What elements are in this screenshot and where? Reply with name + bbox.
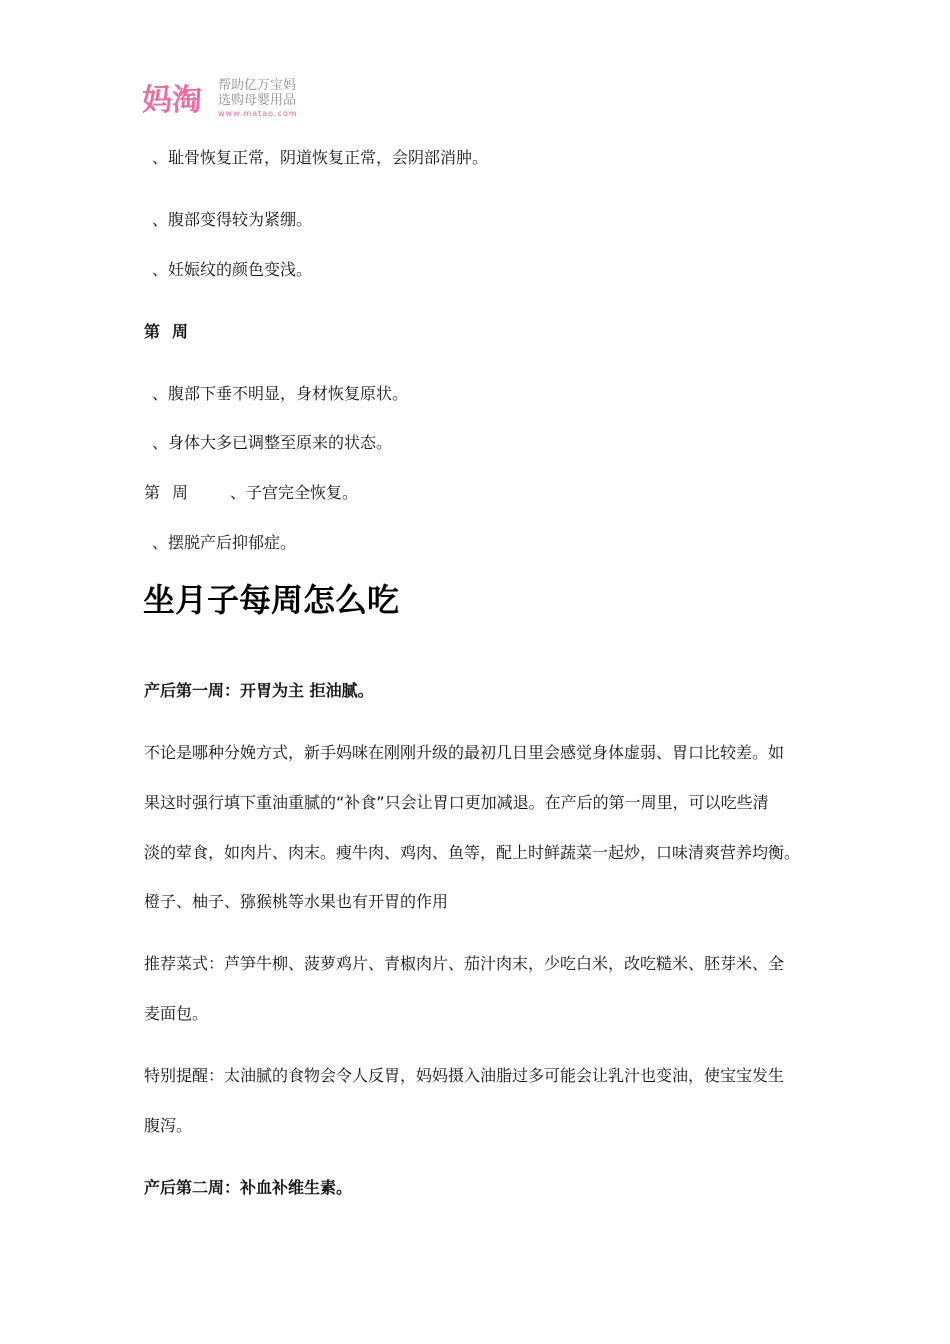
logo-tagline-line-2: 选购母婴用品 <box>218 93 297 108</box>
week1-recommend-line-1: 推荐菜式：芦笋牛柳、菠萝鸡片、青椒肉片、茄汁肉末，少吃白米，改吃糙米、胚芽米、全 <box>144 954 785 973</box>
svg-text:妈淘: 妈淘 <box>142 83 202 118</box>
matao-logo-icon <box>140 78 210 118</box>
week1-tip-line-1: 特别提醒：太油腻的食物会令人反胃，妈妈摄入油脂过多可能会让乳汁也变油，使宝宝发生 <box>144 1066 785 1085</box>
week2-heading: 产后第二周：补血补维生素。 <box>144 1178 353 1197</box>
logo-url: www.matao.com <box>218 109 298 118</box>
section-title: 坐月子每周怎么吃 <box>143 581 400 619</box>
week-heading-a-suffix: 周 <box>172 322 189 341</box>
week1-paragraph-line-4: 橙子、柚子、猕猴桃等水果也有开胃的作用 <box>144 892 449 911</box>
logo-tagline <box>218 78 296 108</box>
week1-heading: 产后第一周：开胃为主 拒油腻。 <box>144 681 374 700</box>
week-heading-a-prefix: 第 <box>144 322 161 341</box>
recovery-item-6: 、子宫完全恢复。 <box>230 483 359 502</box>
site-logo <box>140 78 310 122</box>
recovery-item-1: 、耻骨恢复正常，阴道恢复正常，会阴部消肿。 <box>152 148 489 167</box>
recovery-item-4: 、腹部下垂不明显，身材恢复原状。 <box>152 384 409 403</box>
week-heading-b <box>144 483 188 503</box>
week1-tip-line-2: 腹泻。 <box>144 1116 193 1135</box>
recovery-item-2: 、腹部变得较为紧绷。 <box>152 210 313 229</box>
recovery-item-3: 、妊娠纹的颜色变浅。 <box>152 260 313 279</box>
week-heading-b-prefix: 第 <box>144 483 161 502</box>
recovery-item-5: 、身体大多已调整至原来的状态。 <box>152 433 393 452</box>
week-heading-b-suffix: 周 <box>172 483 189 502</box>
week1-paragraph-line-3: 淡的荤食，如肉片、肉末。瘦牛肉、鸡肉、鱼等，配上时鲜蔬菜一起炒，口味清爽营养均衡。 <box>144 843 801 862</box>
recovery-item-7: 、摆脱产后抑郁症。 <box>152 533 297 552</box>
week1-paragraph-line-2: 果这时强行填下重油重腻的“补食”只会让胃口更加减退。在产后的第一周里，可以吃些清 <box>144 793 769 812</box>
week1-recommend-line-2: 麦面包。 <box>144 1004 209 1023</box>
week1-paragraph-line-1: 不论是哪种分娩方式，新手妈咪在刚刚升级的最初几日里会感觉身体虚弱、胃口比较差。如 <box>144 743 785 762</box>
logo-tagline-line-1: 帮助亿万宝妈 <box>218 78 297 93</box>
week-heading-a <box>144 322 188 342</box>
